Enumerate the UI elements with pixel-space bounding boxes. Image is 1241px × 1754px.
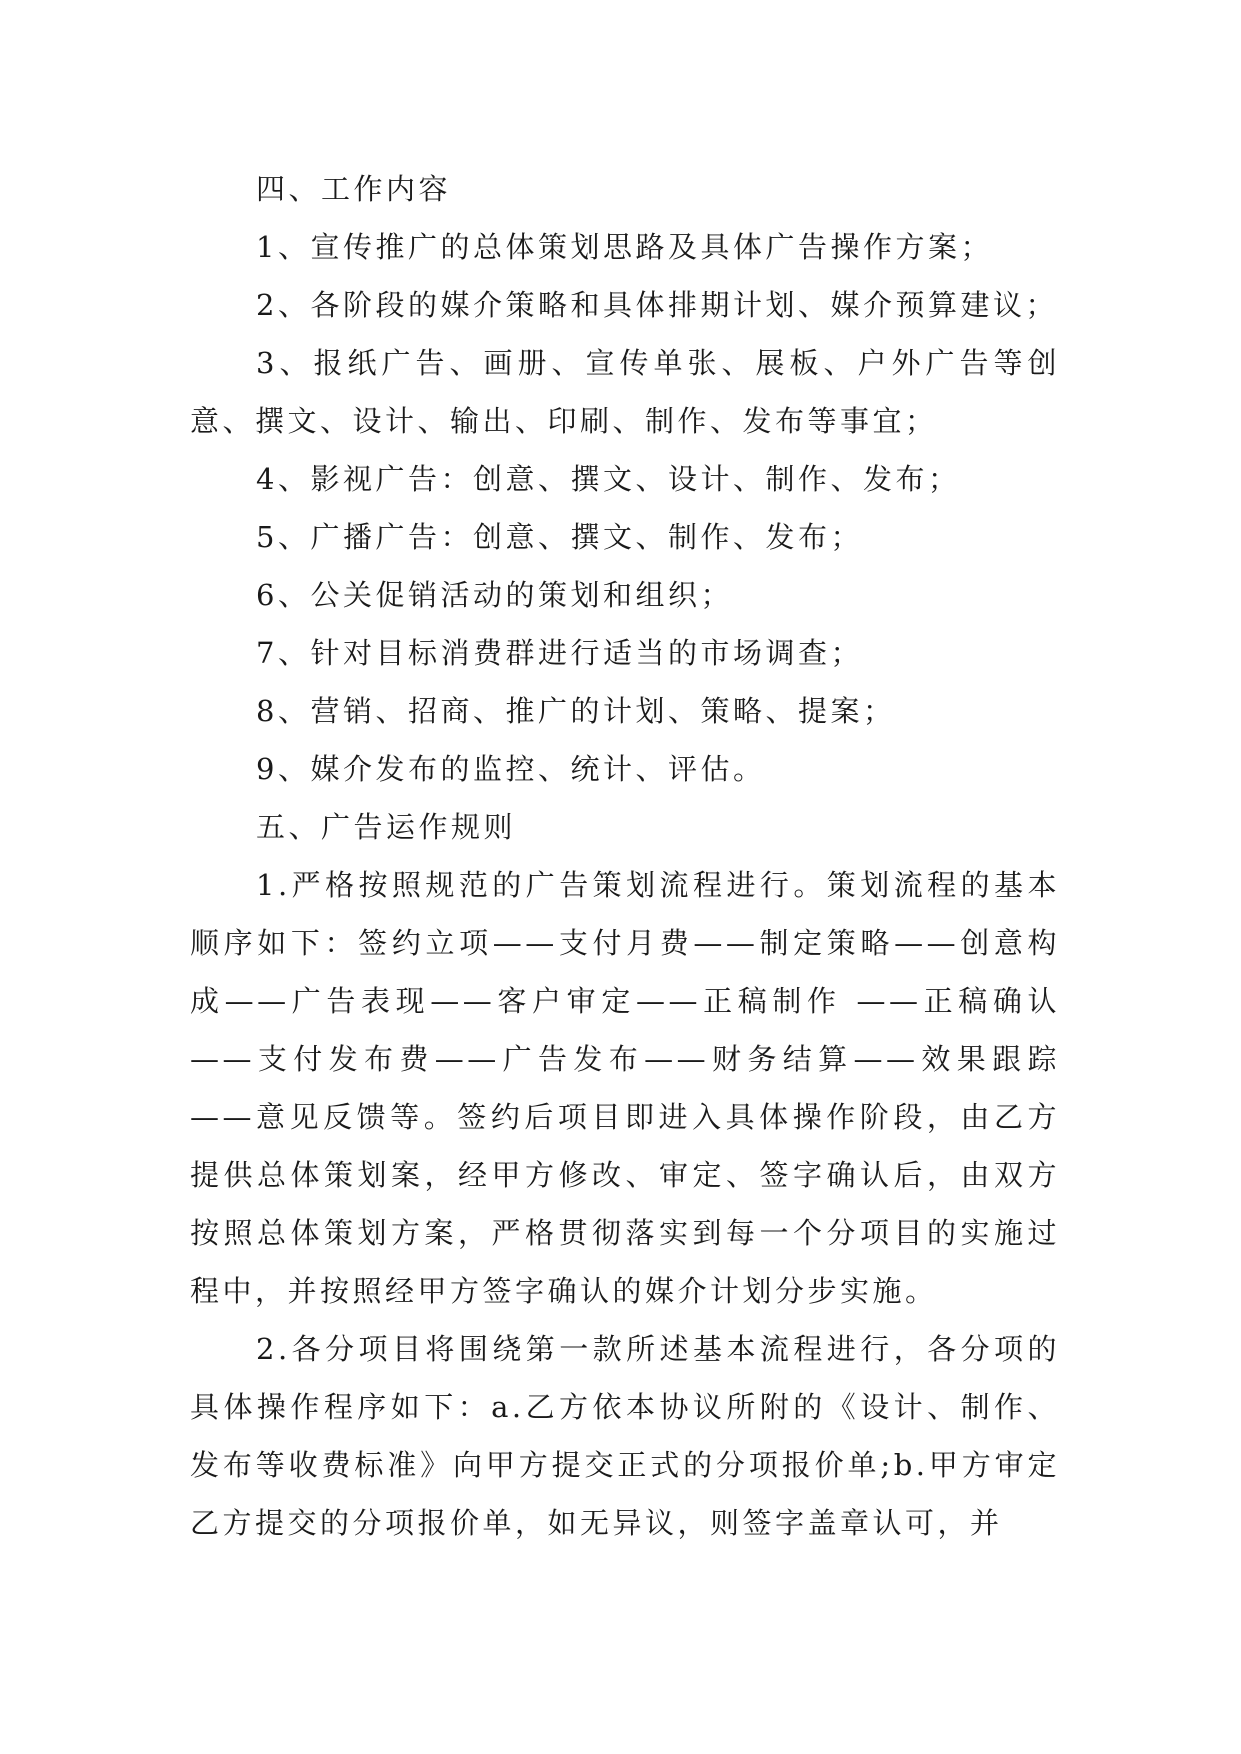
section-heading-ad-rules: 五、广告运作规则	[256, 810, 517, 844]
list-item: 3、报纸广告、画册、宣传单张、展板、户外广告等创意、撰文、设计、输出、印刷、制作、发布等事宜；	[190, 346, 1060, 438]
body-paragraph: 1.严格按照规范的广告策划流程进行。策划流程的基本顺序如下：签约立项——支付月费——制定策略——创意构成——广告表现——客户审定——正稿制作 ——正稿确认——支付发布费——广告发布——财务结算——效果跟踪——意见反馈等。签约后项目即进入具体操作阶段，由乙方提供总体策划案，经甲方修改、审定、签字确认后，由双方按照总体策划方案，严格贯彻落实到每一个分项目的实施过程中，并按照经甲方签字确认的媒介计划分步实施。	[190, 868, 1060, 1308]
list-item: 2、各阶段的媒介策略和具体排期计划、媒介预算建议；	[256, 288, 1058, 322]
body-paragraph: 2.各分项目将围绕第一款所述基本流程进行，各分项的具体操作程序如下：a.乙方依本协议所附的《设计、制作、发布等收费标准》向甲方提交正式的分项报价单;b.甲方审定乙方提交的分项报价单，如无异议，则签字盖章认可，并	[190, 1332, 1060, 1540]
document-body	[190, 160, 1060, 1552]
list-item: 1、宣传推广的总体策划思路及具体广告操作方案；	[256, 230, 993, 264]
list-item: 9、媒介发布的监控、统计、评估。	[256, 752, 766, 786]
list-item: 4、影视广告：创意、撰文、设计、制作、发布；	[256, 462, 961, 496]
list-item: 8、营销、招商、推广的计划、策略、提案；	[256, 694, 896, 728]
list-item: 7、针对目标消费群进行适当的市场调查；	[256, 636, 863, 670]
section-heading-work-content: 四、工作内容	[256, 172, 452, 206]
list-item: 5、广播广告：创意、撰文、制作、发布；	[256, 520, 863, 554]
list-item: 6、公关促销活动的策划和组织；	[256, 578, 733, 612]
